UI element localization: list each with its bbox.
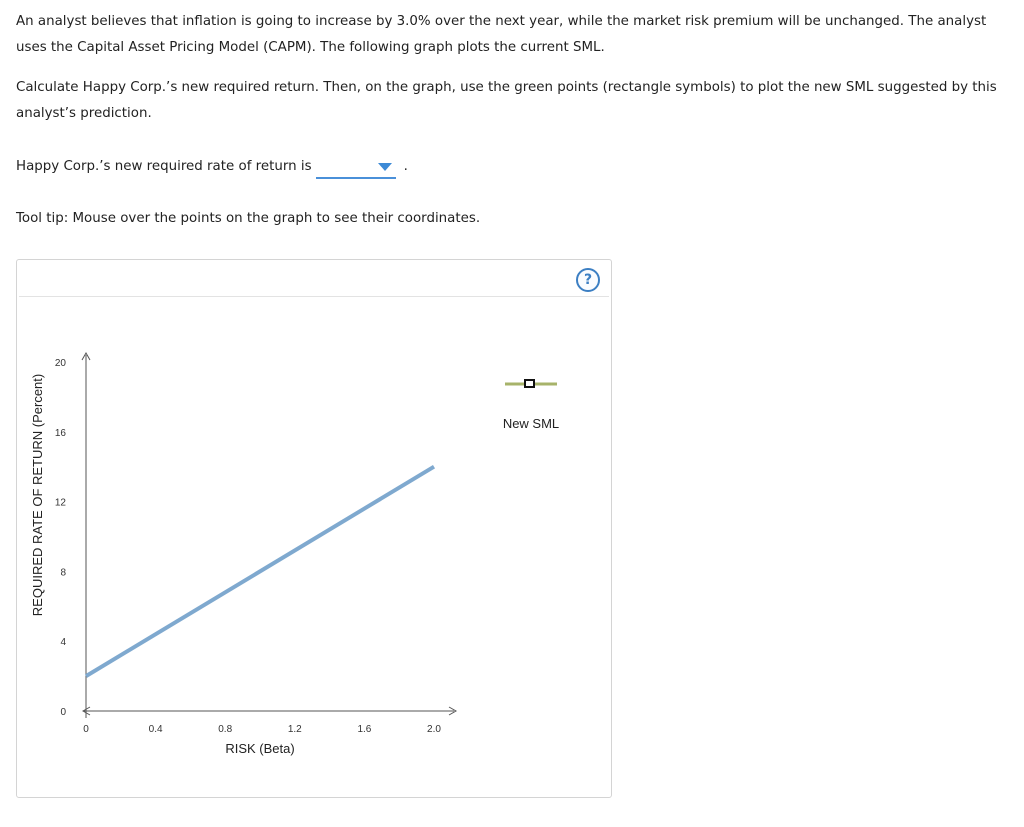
question-terminator: .: [403, 159, 408, 174]
y-tick-label: 16: [54, 427, 66, 439]
y-tick-labels: [55, 358, 67, 718]
y-tick-label: 20: [54, 358, 66, 369]
y-tick-label: 8: [60, 567, 66, 579]
sml-chart: [17, 260, 611, 797]
x-tick-label: 1.6: [357, 724, 372, 735]
x-tick-label: 0.4: [148, 724, 163, 735]
y-tick-label: 4: [60, 637, 66, 649]
x-axis-label: RISK (Beta): [225, 741, 295, 756]
help-icon[interactable]: ?: [576, 268, 600, 292]
legend-new-sml[interactable]: [503, 380, 559, 431]
x-tick-label: 0: [83, 724, 89, 735]
new-sml-rectangle-marker[interactable]: [525, 380, 534, 387]
x-tick-labels: [83, 724, 441, 735]
graph-panel: [16, 259, 612, 798]
current-sml-line: [86, 467, 434, 676]
y-axis-label: REQUIRED RATE OF RETURN (Percent): [30, 373, 45, 617]
required-return-dropdown[interactable]: [316, 157, 396, 179]
y-tick-label: 0: [60, 707, 66, 718]
legend-label: New SML: [502, 416, 560, 431]
question-label: Happy Corp.’s new required rate of return is: [16, 159, 312, 174]
x-tick-label: 2.0: [427, 724, 441, 735]
chevron-down-icon: [378, 163, 392, 171]
problem-statement: An analyst believes that inflation is going to increase by 3.0% over the next year, while the market risk premium will be unchanged. The analyst uses the Capital Asset Pricing Model (CAPM). The following graph plots the current SML.: [16, 14, 987, 55]
x-tick-label: 1.2: [287, 724, 302, 735]
instructions: Calculate Happy Corp.’s new required return. Then, on the graph, use the green points (rectangle symbols) to plot the new SML suggested by this analyst’s prediction.: [16, 80, 997, 121]
tool-tip-text: Tool tip: Mouse over the points on the graph to see their coordinates.: [16, 211, 481, 226]
required-return-question: [16, 154, 408, 180]
series-group: [86, 467, 434, 676]
y-tick-label: 12: [54, 497, 66, 509]
x-tick-label: 0.8: [218, 724, 233, 735]
